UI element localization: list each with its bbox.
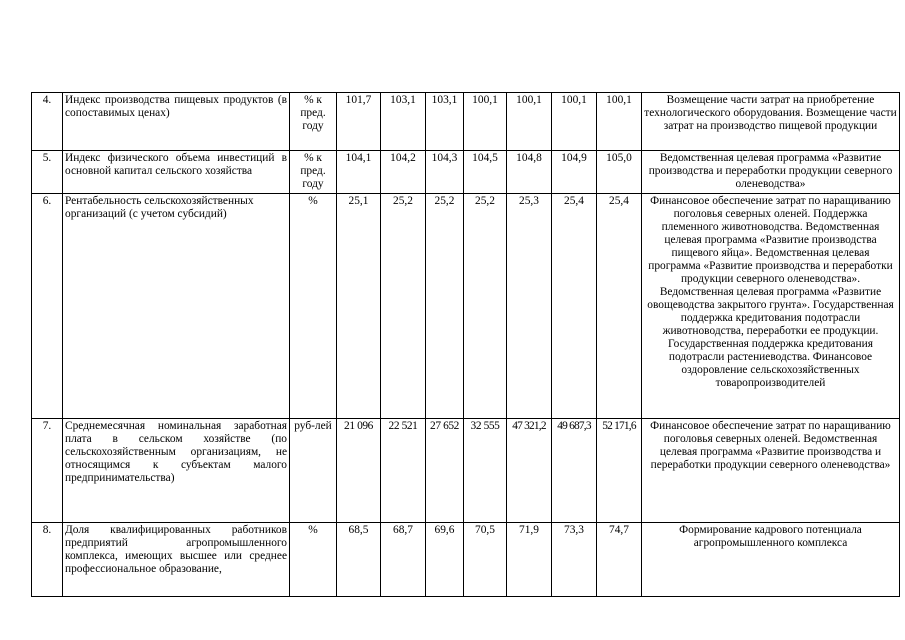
- program-cell: Ведомственная целевая программа «Развитие производства и переработки продукции северного оленеводства»: [642, 151, 900, 194]
- unit-cell: % к пред. году: [290, 93, 337, 151]
- value-cell: 104,3: [426, 151, 464, 194]
- value-cell: 52 171,6: [597, 419, 642, 523]
- unit-cell: % к пред. году: [290, 151, 337, 194]
- value-cell: 25,2: [381, 194, 426, 419]
- value-cell: 100,1: [552, 93, 597, 151]
- value-cell: 25,2: [426, 194, 464, 419]
- value-cell: 100,1: [464, 93, 507, 151]
- value-cell: 25,4: [597, 194, 642, 419]
- value-cell: 104,5: [464, 151, 507, 194]
- indicator-name: Доля квалифицированных работников предприятий агропромышленного комплекса, имеющих высшее или среднее профессиональное образование,: [63, 523, 290, 597]
- unit-cell: %: [290, 523, 337, 597]
- row-number: 7.: [32, 419, 63, 523]
- value-cell: 71,9: [507, 523, 552, 597]
- program-cell: Финансовое обеспечение затрат по наращиванию поголовья северных оленей. Поддержка племенного животноводства. Ведомственная целевая программа «Развитие производства пищевого яйца». Ведомственная целевая программа «Развитие производства и переработки продукции северного оленеводства». Ведомственная целевая программа «Развитие овощеводства закрытого грунта». Государственная поддержка кредитования подотрасли животноводства, переработки ее продукции. Государственная поддержка кредитования подотрасли растениеводства. Финансовое оздоровление сельскохозяйственных товаропроизводителей: [642, 194, 900, 419]
- value-cell: 100,1: [597, 93, 642, 151]
- value-cell: 100,1: [507, 93, 552, 151]
- indicator-name: Индекс производства пищевых продуктов (в сопоставимых ценах): [63, 93, 290, 151]
- value-cell: 68,5: [337, 523, 381, 597]
- value-cell: 27 652: [426, 419, 464, 523]
- value-cell: 49 687,3: [552, 419, 597, 523]
- value-cell: 25,4: [552, 194, 597, 419]
- value-cell: 25,2: [464, 194, 507, 419]
- row-number: 5.: [32, 151, 63, 194]
- value-cell: 25,3: [507, 194, 552, 419]
- row-number: 6.: [32, 194, 63, 419]
- value-cell: 25,1: [337, 194, 381, 419]
- value-cell: 32 555: [464, 419, 507, 523]
- row-number: 4.: [32, 93, 63, 151]
- value-cell: 105,0: [597, 151, 642, 194]
- value-cell: 73,3: [552, 523, 597, 597]
- value-cell: 104,8: [507, 151, 552, 194]
- table-row: [32, 523, 900, 597]
- value-cell: 68,7: [381, 523, 426, 597]
- value-cell: 104,1: [337, 151, 381, 194]
- value-cell: 22 521: [381, 419, 426, 523]
- program-cell: Финансовое обеспечение затрат по наращиванию поголовья северных оленей. Ведомственная целевая программа «Развитие производства и переработки продукции северного оленеводства»: [642, 419, 900, 523]
- value-cell: 47 321,2: [507, 419, 552, 523]
- value-cell: 104,2: [381, 151, 426, 194]
- unit-cell: руб-лей: [290, 419, 337, 523]
- value-cell: 74,7: [597, 523, 642, 597]
- indicator-name: Среднемесячная номинальная заработная плата в сельском хозяйстве (по сельскохозяйственным организациям, не относящимся к субъектам малого предпринимательства): [63, 419, 290, 523]
- value-cell: 21 096: [337, 419, 381, 523]
- table-row: [32, 151, 900, 194]
- indicator-name: Индекс физического объема инвестиций в основной капитал сельского хозяйства: [63, 151, 290, 194]
- indicator-name: Рентабельность сельскохозяйственных организаций (с учетом субсидий): [63, 194, 290, 419]
- table-row: [32, 419, 900, 523]
- value-cell: 103,1: [381, 93, 426, 151]
- value-cell: 69,6: [426, 523, 464, 597]
- unit-cell: %: [290, 194, 337, 419]
- value-cell: 103,1: [426, 93, 464, 151]
- indicators-table: [31, 92, 900, 597]
- value-cell: 101,7: [337, 93, 381, 151]
- value-cell: 70,5: [464, 523, 507, 597]
- program-cell: Формирование кадрового потенциала агропромышленного комплекса: [642, 523, 900, 597]
- row-number: 8.: [32, 523, 63, 597]
- value-cell: 104,9: [552, 151, 597, 194]
- table-row: [32, 93, 900, 151]
- table-row: [32, 194, 900, 419]
- program-cell: Возмещение части затрат на приобретение технологического оборудования. Возмещение части затрат на производство пищевой продукции: [642, 93, 900, 151]
